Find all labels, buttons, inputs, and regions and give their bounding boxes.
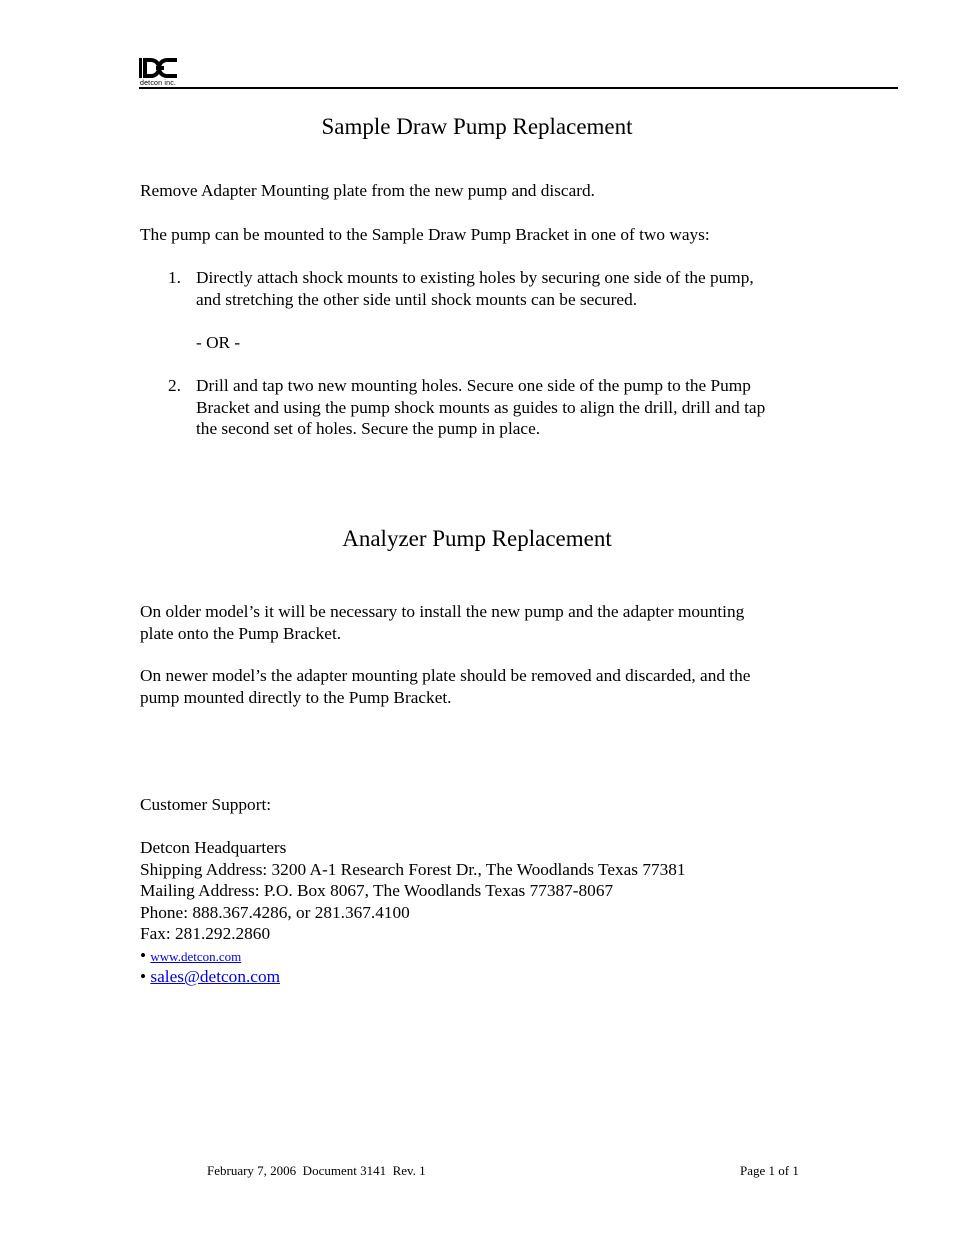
list-item-line: Directly attach shock mounts to existing holes by securing one side of the pump, <box>196 268 754 287</box>
footer-document-info: February 7, 2006 Document 3141 Rev. 1 <box>207 1163 426 1178</box>
support-fax: Fax: 281.292.2860 <box>140 924 271 944</box>
list-item <box>196 267 754 310</box>
list-item-line: and stretching the other side until shock mounts can be secured. <box>196 289 638 309</box>
logo-text: detcon inc. <box>140 80 177 87</box>
support-company: Detcon Headquarters <box>140 838 287 857</box>
footer-page-number: Page 1 of 1 <box>740 1163 799 1178</box>
section-title-sample-draw: Sample Draw Pump Replacement <box>321 114 633 139</box>
section-title-analyzer: Analyzer Pump Replacement <box>342 526 612 551</box>
support-block <box>140 837 686 945</box>
paragraph: The pump can be mounted to the Sample Draw Pump Bracket in one of two ways: <box>140 225 710 244</box>
paragraph-line: On newer model’s the adapter mounting plate should be removed and discarded, and the <box>140 666 751 685</box>
paragraph: Remove Adapter Mounting plate from the new pump and discard. <box>140 181 595 200</box>
email-line <box>140 966 280 988</box>
paragraph-line: pump mounted directly to the Pump Bracket. <box>140 687 452 707</box>
paragraph-line: plate onto the Pump Bracket. <box>140 623 342 643</box>
list-item <box>196 375 765 440</box>
support-shipping: Shipping Address: 3200 A-1 Research Forest Dr., The Woodlands Texas 77381 <box>140 859 686 879</box>
list-item-line: Drill and tap two new mounting holes. Secure one side of the pump to the Pump <box>196 376 751 395</box>
paragraph-line: On older model’s it will be necessary to install the new pump and the adapter mounting <box>140 602 745 621</box>
support-phone: Phone: 888.367.4286, or 281.367.4100 <box>140 902 410 922</box>
support-heading: Customer Support: <box>140 795 272 814</box>
website-link[interactable]: www.detcon.com <box>150 949 242 964</box>
support-mailing: Mailing Address: P.O. Box 8067, The Woodlands Texas 77387-8067 <box>140 881 614 901</box>
paragraph <box>140 665 750 708</box>
email-link[interactable]: sales@detcon.com <box>150 967 281 986</box>
or-separator: - OR - <box>196 333 241 352</box>
bullet: • <box>140 967 147 986</box>
website-line <box>140 945 241 968</box>
list-item-line: Bracket and using the pump shock mounts as guides to align the drill, drill and tap <box>196 397 766 417</box>
bullet: • <box>140 946 147 965</box>
header-rule <box>139 87 898 89</box>
list-number: 1. <box>168 268 181 287</box>
list-item-line: the second set of holes. Secure the pump in place. <box>196 419 541 439</box>
list-number: 2. <box>168 376 181 395</box>
paragraph <box>140 601 744 644</box>
